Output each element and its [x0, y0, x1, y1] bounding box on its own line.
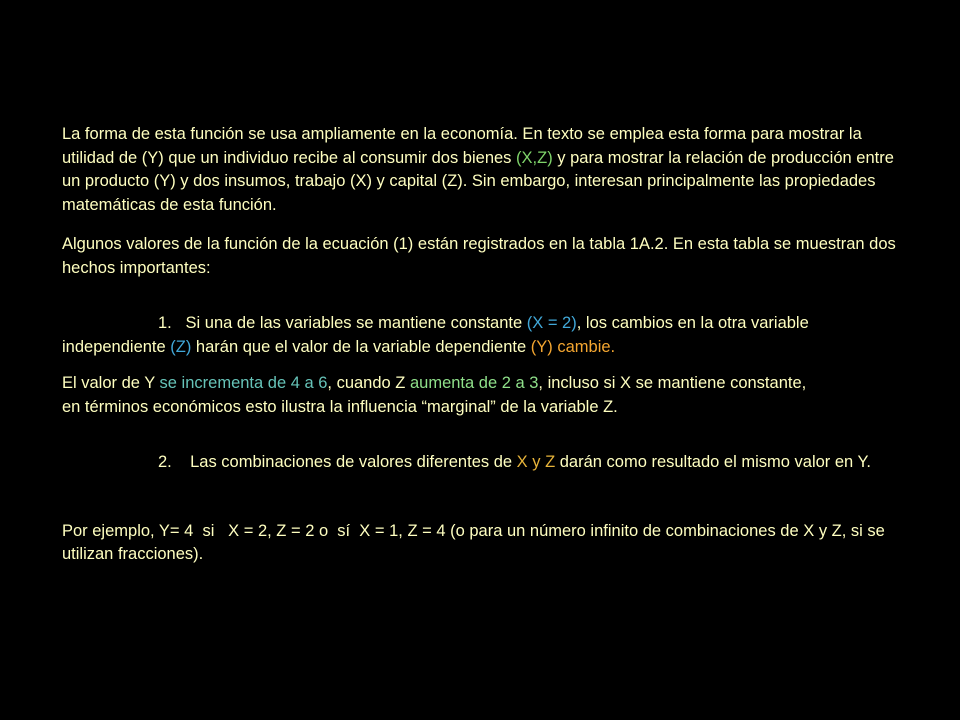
xz-highlight: X y Z — [516, 453, 556, 471]
fact-2-number: 2. — [158, 453, 172, 471]
fact-1-text: Si una de las variables se mantiene constante — [185, 314, 527, 332]
spacer — [62, 217, 902, 233]
paragraph-intro — [62, 123, 902, 217]
marginal-text-cont: , cuando Z — [327, 374, 410, 392]
fact-1-number: 1. — [158, 314, 172, 332]
increase-highlight: se incrementa de 4 a 6 — [159, 374, 328, 392]
spacer — [62, 359, 902, 372]
spacer — [62, 280, 902, 312]
fact-1-z-highlight: (Z) — [170, 337, 192, 356]
spacer — [62, 419, 902, 451]
z-increase-highlight: aumenta de 2 a 3 — [409, 374, 539, 392]
fact-1-text-cont-2: harán que el valor de la variable dependiente — [191, 337, 531, 356]
paragraph-fact-1 — [62, 312, 902, 359]
marginal-text-cont-2: , incluso si X se mantiene constante, — [538, 374, 807, 392]
spacer — [62, 507, 902, 520]
paragraph-example: Por ejemplo, Y= 4 si X = 2, Z = 2 o sí X = 1, Z = 4 (o para un número infinito de combinaciones de X y Z, si se utilizan fracciones). — [62, 521, 890, 563]
marginal-conclusion: en términos económicos esto ilustra la influencia “marginal” de la variable Z. — [62, 397, 618, 416]
goods-highlight: (X,Z) — [516, 148, 553, 167]
paragraph-table-intro: Algunos valores de la función de la ecuación (1) están registrados en la tabla 1A.2. En esta tabla se muestran dos hechos importantes: — [62, 235, 896, 277]
paragraph-intro-text-cont: y para mostrar la relación de producción entre un producto (Y) y dos insumos, trabajo (X) y capital (Z). Sin embargo, interesan principalmente las propiedades matemáticas de esta función. — [62, 148, 894, 214]
fact-2-text-cont: darán como resultado el mismo valor en Y. — [555, 453, 871, 471]
marginal-text: El valor de Y — [62, 374, 160, 392]
paragraph-intro-text: La forma de esta función se usa ampliamente en la economía. En texto se emplea esta forma para mostrar la utilidad de (Y) que un individuo recibe al consumir dos bienes — [62, 125, 862, 167]
slide-body — [62, 123, 902, 567]
fact-1-x-highlight: (X = 2) — [526, 314, 577, 332]
fact-1-y-highlight: (Y) cambie. — [530, 337, 616, 356]
spacer — [62, 475, 902, 507]
fact-2-text: Las combinaciones de valores diferentes de — [190, 453, 517, 471]
paragraph-marginal — [62, 372, 902, 419]
fact-1-text-cont: , los cambios en la otra variable independiente — [62, 314, 809, 356]
paragraph-fact-2 — [62, 451, 902, 475]
